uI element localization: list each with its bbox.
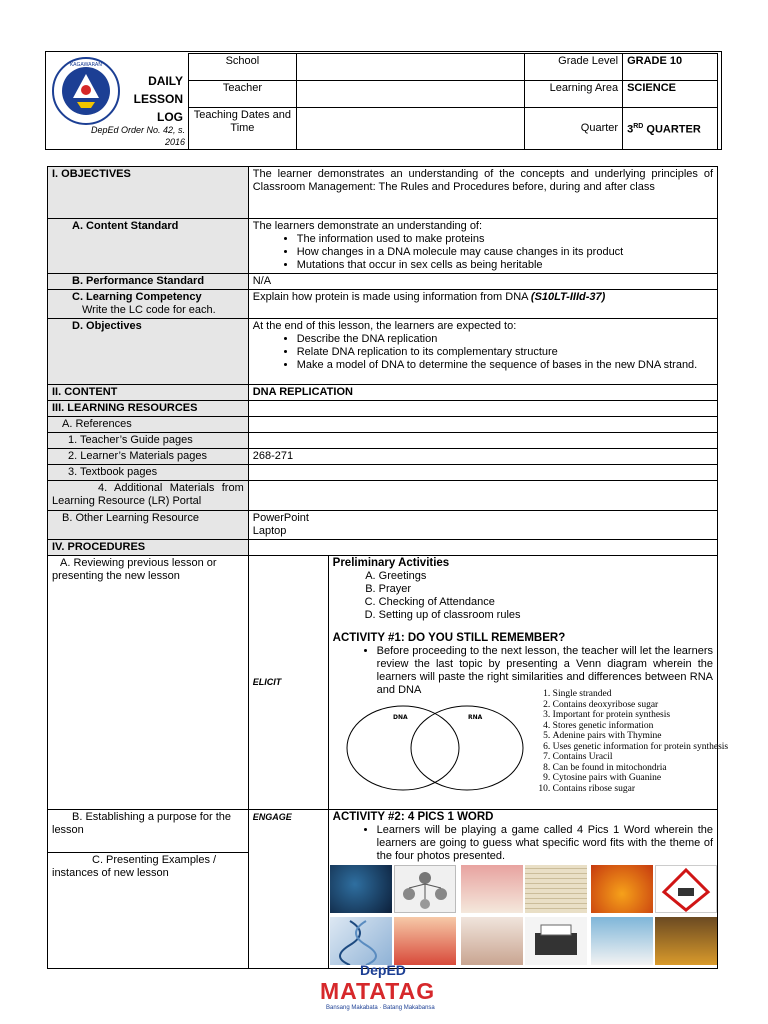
teachers-guide-field[interactable] <box>248 433 717 449</box>
activity1-text: • Before proceeding to the next lesson, the teacher will let the learners review the last topic by presenting a Venn diagram wherein the learners will paste the right similarities and differences between RNA and DNA <box>377 645 713 697</box>
procedures-field[interactable] <box>248 540 717 556</box>
logo-deped-text: DepED <box>360 962 406 978</box>
deped-order: DepEd Order No. 42, s. 2016 <box>90 125 185 147</box>
title-daily: DAILY <box>148 74 183 88</box>
d-objectives-intro: At the end of this lesson, the learners are expected to: <box>252 320 517 332</box>
dna-helix-photo <box>330 917 392 965</box>
svg-text:KAGAWARAN: KAGAWARAN <box>69 62 103 68</box>
venn-left-label: DNA <box>392 714 408 721</box>
d-objectives-label: D. Objectives <box>48 319 249 385</box>
header-table <box>188 53 718 150</box>
procedure-bc-cell[interactable] <box>328 810 717 969</box>
list-item: • How changes in a DNA molecule may cause changes in its product <box>297 246 713 259</box>
list-item: • Relate DNA replication to its complementary structure <box>297 346 713 359</box>
family-tree-photo <box>394 865 456 913</box>
activity2-title: ACTIVITY #2: 4 PICS 1 WORD <box>332 811 494 823</box>
textbook-label: 3. Textbook pages <box>48 465 249 481</box>
school-field[interactable] <box>296 54 524 81</box>
references-label: A. References <box>48 417 249 433</box>
four-pics-grid <box>333 865 713 967</box>
learners-materials-label: 2. Learner’s Materials pages <box>48 449 249 465</box>
content-standard-label: A. Content Standard <box>48 219 249 274</box>
venn-list <box>531 689 733 794</box>
lesson-table <box>47 166 729 969</box>
performance-standard-label: B. Performance Standard <box>48 274 249 290</box>
content-label: II. CONTENT <box>48 385 249 401</box>
quarter-value[interactable]: 3RD QUARTER <box>623 108 718 150</box>
learning-area-value[interactable]: SCIENCE <box>623 81 718 108</box>
activity2-text: • Learners will be playing a game called 4 Pics 1 Word wherein the learners are going to guess what specific word fits with the theme of the four photos presented. <box>377 824 713 863</box>
learning-competency-text[interactable]: Explain how protein is made using information from DNA (S10LT-IIId-37) <box>248 290 717 319</box>
logo-tagline: Bansang Makabata · Batang Makabansa <box>326 1005 435 1011</box>
list-item: • Mutations that occur in sex cells as being heritable <box>297 259 713 272</box>
content-value[interactable]: DNA REPLICATION <box>248 385 717 401</box>
grade-level-value[interactable]: GRADE 10 <box>623 54 718 81</box>
other-resource-item: Laptop <box>252 525 287 537</box>
grade-level-label: Grade Level <box>525 54 623 81</box>
references-field[interactable] <box>248 417 717 433</box>
objectives-text[interactable]: The learner demonstrates an understanding of the concepts and underlying principles of Classroom Management: The Rules and Procedures before, during and after class <box>248 167 717 219</box>
procedure-b-label: B. Establishing a purpose for the lesson <box>48 810 249 853</box>
d-objectives-cell[interactable] <box>248 319 717 385</box>
man-writing-photo <box>461 917 523 965</box>
list-item: • Make a model of DNA to determine the sequence of bases in the new DNA strand. <box>297 359 713 372</box>
printer-photo <box>525 917 587 965</box>
list-item: 1. Single stranded <box>553 689 733 700</box>
school-label: School <box>189 54 297 81</box>
performance-standard-value[interactable]: N/A <box>248 274 717 290</box>
list-item: A. Greetings <box>379 570 713 583</box>
lab-photo <box>591 917 653 965</box>
other-resource-item: PowerPoint <box>252 512 309 524</box>
procedures-label: IV. PROCEDURES <box>48 540 249 556</box>
learning-competency-label: C. Learning Competency <box>72 291 202 303</box>
prelim-title: Preliminary Activities <box>332 557 450 569</box>
list-item: B. Prayer <box>379 583 713 596</box>
title-log: LOG <box>157 110 183 124</box>
logo-matatag-text: MATATAG <box>320 978 436 1004</box>
list-item: D. Setting up of classroom rules <box>379 609 713 622</box>
textbook-field[interactable] <box>248 465 717 481</box>
teacher-field[interactable] <box>296 81 524 108</box>
venn-area <box>333 689 729 797</box>
content-standard-cell[interactable] <box>248 219 717 274</box>
manuscript-photo <box>525 865 587 913</box>
list-item: 8. Can be found in mitochondria <box>553 763 733 774</box>
venn-diagram <box>345 703 525 793</box>
procedure-a-label: A. Reviewing previous lesson or presenting the new lesson <box>48 556 249 810</box>
resources-label: III. LEARNING RESOURCES <box>48 401 249 417</box>
list-item: 5. Adenine pairs with Thymine <box>553 731 733 742</box>
list-item: 2. Contains deoxyribose sugar <box>553 700 733 711</box>
list-item: • Describe the DNA replication <box>297 333 713 346</box>
dna-network-photo <box>330 865 392 913</box>
engage-label: ENGAGE <box>248 810 328 969</box>
teachers-guide-label: 1. Teacher’s Guide pages <box>48 433 249 449</box>
procedure-a-cell[interactable] <box>328 556 729 810</box>
teaching-dates-label: Teaching Dates and Time <box>189 108 297 150</box>
other-resource-cell[interactable] <box>248 511 717 540</box>
additional-materials-field[interactable] <box>248 481 717 511</box>
fire-photo <box>655 917 717 965</box>
list-item: 6. Uses genetic information for protein synthesis <box>553 742 733 753</box>
list-item: 10. Contains ribose sugar <box>553 784 733 795</box>
objectives-label: I. OBJECTIVES <box>48 167 249 219</box>
dentures-photo <box>461 865 523 913</box>
content-standard-intro: The learners demonstrate an understanding of: <box>252 220 483 232</box>
list-item: C. Checking of Attendance <box>379 596 713 609</box>
learning-area-label: Learning Area <box>525 81 623 108</box>
list-item: • The information used to make proteins <box>297 233 713 246</box>
learning-competency-sublabel: Write the LC code for each. <box>82 304 216 316</box>
deped-seal-icon <box>51 56 121 126</box>
quarter-label: Quarter <box>525 108 623 150</box>
teaching-dates-field[interactable] <box>296 108 524 150</box>
procedure-c-label: C. Presenting Examples / instances of new lesson <box>48 852 249 968</box>
list-item: 7. Contains Uracil <box>553 752 733 763</box>
activity1-title: ACTIVITY #1: DO YOU STILL REMEMBER? <box>332 632 566 644</box>
title-lesson: LESSON <box>133 92 183 106</box>
orange-photo <box>591 865 653 913</box>
list-item: 4. Stores genetic information <box>553 721 733 732</box>
venn-right-label: RNA <box>467 714 482 721</box>
family-photo <box>394 917 456 965</box>
resources-field[interactable] <box>248 401 717 417</box>
teacher-label: Teacher <box>189 81 297 108</box>
learners-materials-value[interactable]: 268-271 <box>248 449 717 465</box>
hazard-sign-photo <box>655 865 717 913</box>
elicit-label: ELICIT <box>248 556 328 810</box>
additional-materials-label: 4. Additional Materials from Learning Resource (LR) Portal <box>48 481 249 511</box>
other-resource-label: B. Other Learning Resource <box>48 511 249 540</box>
matatag-logo <box>312 962 462 1014</box>
list-item: 9. Cytosine pairs with Guanine <box>553 773 733 784</box>
learning-competency-cell <box>48 290 249 319</box>
list-item: 3. Important for protein synthesis <box>553 710 733 721</box>
